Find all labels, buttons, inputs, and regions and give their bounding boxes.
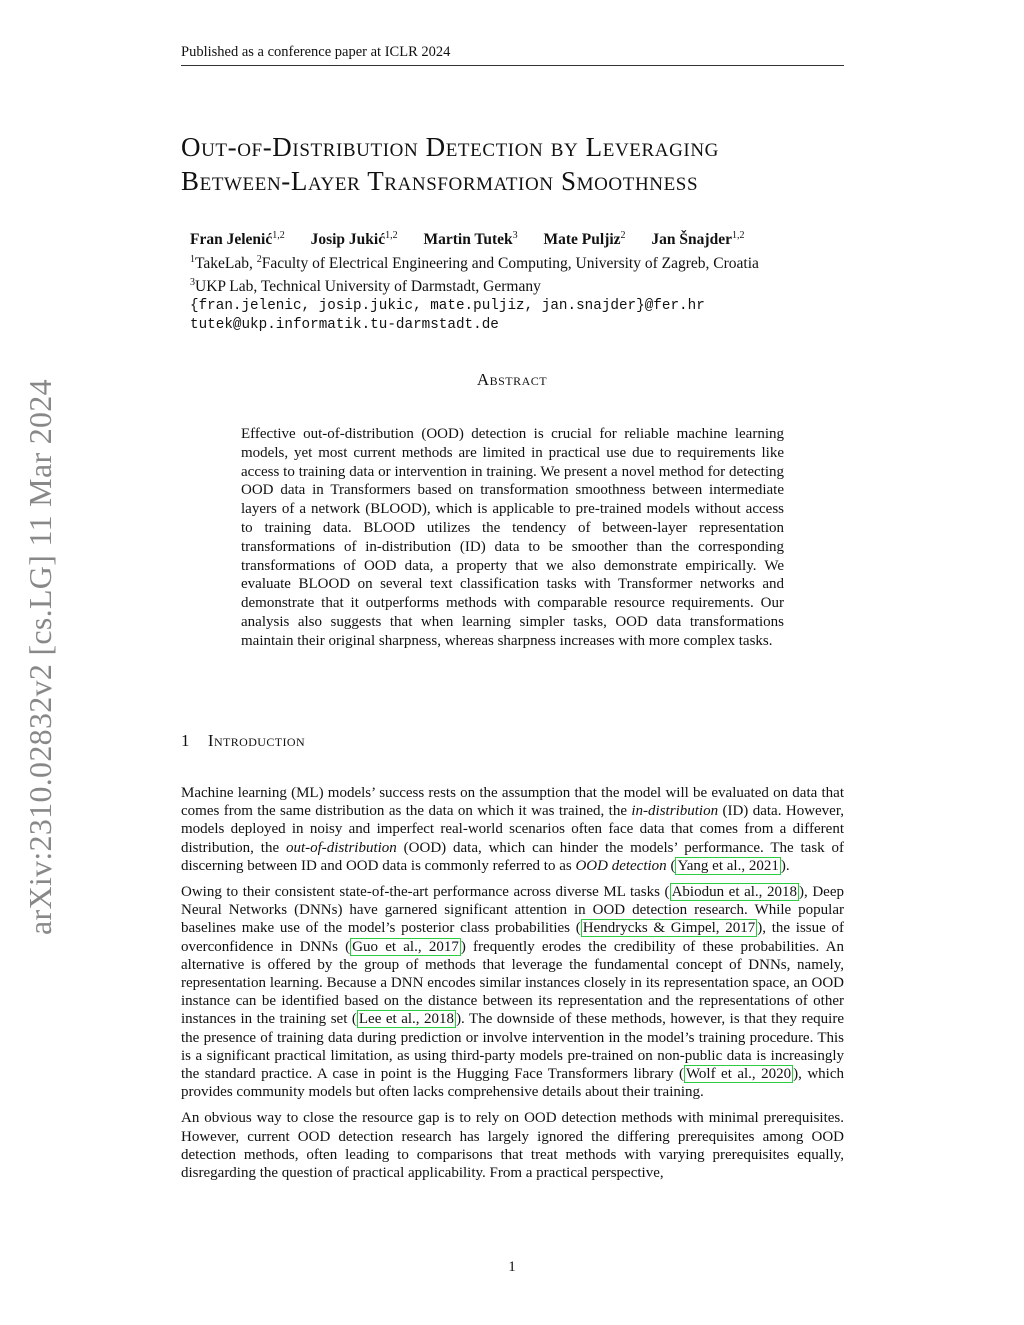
citation-wolf[interactable]: Wolf et al., 2020	[685, 1066, 792, 1083]
abstract-text: Effective out-of-distribution (OOD) detection is crucial for reliable machine learning models, yet most current methods are limited in practical use due to requirements like access to training data or intervention in training. We present a novel method for detecting OOD data in Transformers based on transformation smoothness between intermediate layers of a network (BLOOD), which is applicable to pre-trained models without access to training data. BLOOD utilizes the tendency of between-layer representation transformations of in-distribution (ID) data to be smoother than the corresponding transformations of OOD data, a property that we also demonstrate empirically. We evaluate BLOOD on several text classification tasks with Transformer networks and demonstrate that it outperforms methods with comparable resource requirements. Our analysis also suggests that when learning simpler tasks, OOD data transformations maintain their original sharpness, whereas sharpness increases with more complex tasks.	[241, 426, 784, 649]
author-1: Fran Jelenić$^{1,2}$	[190, 230, 285, 249]
author-block	[190, 226, 850, 335]
section-number: 1	[181, 731, 190, 750]
citation-guo[interactable]: Guo et al., 2017	[352, 938, 459, 955]
affiliation-2: $^3$UKP Lab, Technical University of Darmstadt, Germany	[190, 277, 541, 296]
author-3: Martin Tutek$^3$	[423, 230, 518, 249]
affiliation-1: $^1$TakeLab, $^2$Faculty of Electrical Engineering and Computing, University of Zagreb, Croatia	[190, 253, 759, 272]
paragraph-1: Machine learning (ML) models’ success rests on the assumption that the model will be evaluated on data that comes from the same distribution as the data on which it was trained, the in-distribution (ID) data. However, models deployed in noisy and imperfect real-world scenarios often face data that comes from a different distribution, the out-of-distribution (OOD) data, which can hinder the models’ performance. The task of discerning between ID and OOD data is commonly referred to as OOD detection ( Yang et al., 2021 ).	[181, 785, 845, 874]
section-heading-introduction	[181, 731, 305, 751]
author-emails-2: tutek@ukp.informatik.tu-darmstadt.de	[190, 316, 499, 333]
citation-yang[interactable]: Yang et al., 2021	[677, 857, 779, 874]
author-2: Josip Jukić$^{1,2}$	[310, 230, 398, 249]
title-line-2: Between-Layer Transformation Smoothness	[181, 166, 699, 196]
author-4: Mate Puljiz$^2$	[543, 230, 626, 249]
arxiv-identifier: arXiv:2310.02832v2 [cs.LG] 11 Mar 2024	[22, 379, 58, 935]
introduction-body	[181, 784, 844, 1190]
paragraph-3: An obvious way to close the resource gap is to rely on OOD detection methods with minimal prerequisites. However, current OOD detection research has largely ignored the differing prerequisites among OOD detection methods, often leading to comparisons that treat methods with varying prerequisites equally, disregarding the question of practical applicability. From a practical perspective,	[181, 1110, 844, 1182]
section-title: Introduction	[207, 731, 306, 750]
abstract-heading: Abstract	[476, 370, 548, 389]
paper-title	[181, 130, 881, 198]
author-emails-1: {fran.jelenic, josip.jukic, mate.puljiz, jan.snajder}@fer.hr	[190, 297, 705, 314]
paragraph-2: Owing to their consistent state-of-the-art performance across diverse ML tasks ( Abiodun et al., 2018 ), Deep Neural Networks (DNNs) have garnered significant attention in OOD detection research. While popular baselines make use of the model’s posterior class probabilities ( Hendrycks & Gimpel, 2017 ), the issue of overconfidence in DNNs ( Guo et al., 2017 ) frequently erodes the credibility of these probabilities. An alternative is offered by the group of methods that leverage the fundamental concept of DNNs, namely, representation learning. Because a DNN encodes similar instances closely in its representation space, an OOD instance can be identified based on the distance between its representation and the representations of other instances in the training set ( Lee et al., 2018 ). The downside of these methods, however, is that they require the presence of training data during prediction or involve intervention in the model’s training procedure. This is a significant practical limitation, as using third-party models pre-trained on non-public data is increasingly the standard practice. A case in point is the Hugging Face Transformers library ( Wolf et al., 2020 ), which provides community models but often lacks comprehensive details about their training.	[181, 884, 844, 1101]
header-rule	[181, 65, 844, 66]
title-line-1: Out-of-Distribution Detection by Leveraging	[181, 132, 719, 162]
author-names	[190, 226, 850, 250]
author-5: Jan Šnajder$^{1,2}$	[651, 230, 745, 249]
citation-lee[interactable]: Lee et al., 2018	[358, 1011, 455, 1028]
conference-note: Published as a conference paper at ICLR 2024	[181, 44, 451, 60]
citation-hendrycks[interactable]: Hendrycks & Gimpel, 2017	[582, 920, 756, 937]
citation-abiodun[interactable]: Abiodun et al., 2018	[671, 884, 797, 901]
page-number: 1	[508, 1259, 516, 1275]
